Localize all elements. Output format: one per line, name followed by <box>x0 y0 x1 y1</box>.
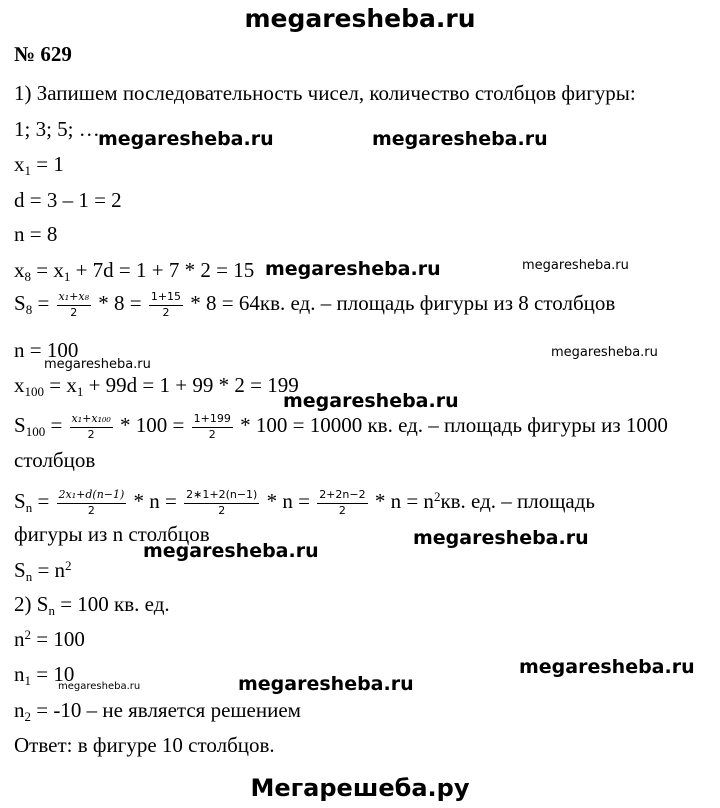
watermark: megaresheba.ru <box>413 527 589 549</box>
fraction: $\frac{1+15}{2}$ <box>150 290 182 319</box>
problem-number: № 629 <box>14 42 72 66</box>
fraction: $\frac{\text{x₁+x₈}}{2}$ <box>58 290 89 319</box>
n2-line: $n_2 = -10$ – не является решением <box>14 698 301 724</box>
watermark: megaresheba.ru <box>238 673 414 695</box>
sn-line: $S_n$ = $\frac{\text{2x₁+d(n−1)}}{2}$ * n = $\frac{2∗1+2(n-1)}{2}$ * n = $\frac{2+2n-2}{2}$ * $n = n^2кв$. ед. – площадь <box>14 488 596 517</box>
sn-result-line: $S_n = n^2$ <box>14 558 72 584</box>
sequence-line: 1; 3; 5; … <box>14 117 100 141</box>
watermark: megaresheba.ru <box>44 357 151 372</box>
fraction: $\frac{\text{2x₁+d(n−1)}}{2}$ <box>58 488 125 517</box>
x8-line: $x_8 = x_1 + 7d = 1 + 7 * 2 = 15$ <box>14 258 255 284</box>
difference-line: d = 3 – 1 = 2 <box>14 188 122 212</box>
watermark: megaresheba.ru <box>283 390 459 412</box>
n8-line: n = 8 <box>14 222 58 246</box>
s100-line: $S_{100}$ = $\frac{\text{x₁+x₁₀₀}}{2}$ * 100 = $\frac{1+199}{2}$ * 100 = 10000 кв. ед. – площадь фигуры из 1000 <box>14 412 668 441</box>
watermark: megaresheba.ru <box>143 540 319 562</box>
s8-line: $S_8$ = $\frac{\text{x₁+x₈}}{2}$ * 8 = $\frac{1+15}{2}$ * 8 = 64кв. ед. – площадь фигуры из 8 столбцов <box>14 290 616 319</box>
watermark: megaresheba.ru <box>519 656 695 678</box>
solution-line-1: 1) Запишем последовательность чисел, количество столбцов фигуры: <box>14 81 636 105</box>
watermark: megaresheba.ru <box>372 128 548 150</box>
fraction: $\frac{1+199}{2}$ <box>193 412 231 441</box>
x100-line: $x_{100} = x_1 + 99d = 1 + 99 * 2 = 199$ <box>14 373 299 399</box>
watermark: megaresheba.ru <box>265 258 441 280</box>
part2-line: 2) $S_n = 100$ кв. ед. <box>14 592 170 618</box>
first-term-line: $x_1 = 1$ <box>14 152 64 178</box>
s100-line-cont: столбцов <box>14 448 96 472</box>
fraction: $\frac{\text{x₁+x₁₀₀}}{2}$ <box>71 412 111 441</box>
site-footer: Мегарешеба.ру <box>250 774 470 802</box>
site-header: megaresheba.ru <box>244 4 476 33</box>
sn-line-cont: фигуры из n столбцов <box>14 522 210 546</box>
n1-line: $n_1 = 10$ <box>14 662 75 688</box>
watermark: megaresheba.ru <box>58 681 141 692</box>
n100-line: n = 100 <box>14 338 79 362</box>
watermark: megaresheba.ru <box>522 258 629 273</box>
n-squared-line: $n^2 = 100$ <box>14 627 85 651</box>
watermark: megaresheba.ru <box>98 128 274 150</box>
fraction: $\frac{2+2n-2}{2}$ <box>319 488 366 517</box>
fraction: $\frac{2∗1+2(n-1)}{2}$ <box>186 488 258 517</box>
answer-line: Ответ: в фигуре 10 столбцов. <box>14 733 275 757</box>
watermark: megaresheba.ru <box>551 345 658 360</box>
